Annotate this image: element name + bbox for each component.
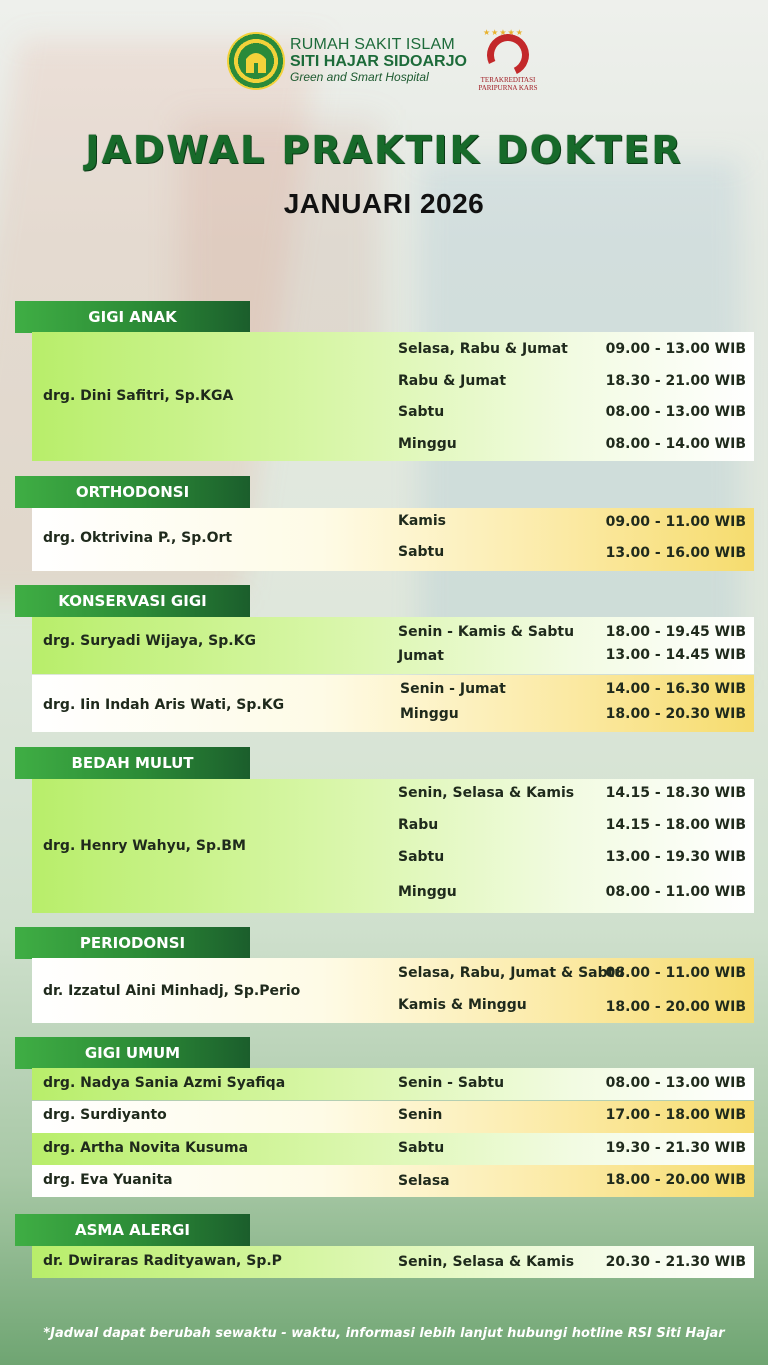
schedule-time: 18.00 - 19.45 WIB [605, 624, 746, 640]
hospital-name-block [290, 36, 467, 84]
section-header: BEDAH MULUT [15, 747, 250, 779]
schedule-time: 14.00 - 16.30 WIB [605, 681, 746, 697]
doctor-name: drg. Eva Yuanita [43, 1172, 173, 1188]
doctor-name: drg. Surdiyanto [43, 1107, 167, 1123]
schedule-days: Selasa [398, 1173, 450, 1189]
doctor-row [32, 1101, 754, 1133]
schedule-days: Sabtu [398, 1140, 445, 1156]
org-line1: RUMAH SAKIT ISLAM [290, 36, 455, 53]
section-header: GIGI UMUM [15, 1037, 250, 1069]
doctor-row [32, 1068, 754, 1100]
schedule-time: 14.15 - 18.30 WIB [605, 785, 746, 801]
schedule-days: Jumat [398, 648, 444, 664]
accreditation-logo [470, 28, 550, 92]
schedule-time: 13.00 - 19.30 WIB [605, 849, 746, 865]
doctor-card [32, 675, 754, 732]
schedule-time: 09.00 - 11.00 WIB [605, 514, 746, 530]
schedule-time: 18.30 - 21.00 WIB [605, 373, 746, 389]
header [0, 28, 768, 100]
hospital-logo [227, 32, 285, 90]
schedule-time: 08.00 - 14.00 WIB [605, 436, 746, 452]
doctor-row [32, 1246, 754, 1278]
schedule-days: Senin [398, 1107, 443, 1123]
schedule-time: 08.00 - 13.00 WIB [605, 1075, 746, 1091]
footer-note: *Jadwal dapat berubah sewaktu - waktu, informasi lebih lanjut hubungi hotline RSI Siti Hajar [43, 1326, 725, 1341]
doctor-name: drg. Dini Safitri, Sp.KGA [43, 388, 234, 404]
schedule-time: 18.00 - 20.00 WIB [605, 999, 746, 1015]
schedule-days: Kamis & Minggu [398, 997, 527, 1013]
doctor-name: drg. Henry Wahyu, Sp.BM [43, 838, 246, 854]
doctor-card [32, 508, 754, 571]
schedule-days: Selasa, Rabu & Jumat [398, 341, 568, 357]
schedule-days: Sabtu [398, 404, 445, 420]
schedule-days: Sabtu [398, 849, 445, 865]
page-subtitle: JANUARI 2026 [283, 188, 485, 219]
doctor-name: drg. Nadya Sania Azmi Syafiqa [43, 1075, 286, 1091]
schedule-days: Selasa, Rabu, Jumat & Sabtu [398, 965, 625, 981]
doctor-name: dr. Dwiraras Radityawan, Sp.P [43, 1253, 282, 1269]
schedule-days: Kamis [398, 513, 447, 529]
schedule-time: 08.00 - 13.00 WIB [605, 404, 746, 420]
doctor-card [32, 332, 754, 461]
section-header: KONSERVASI GIGI [15, 585, 250, 617]
doctor-card [32, 617, 754, 674]
schedule-time: 13.00 - 16.00 WIB [605, 545, 746, 561]
schedule-time: 20.30 - 21.30 WIB [605, 1254, 746, 1270]
schedule-days: Senin - Kamis & Sabtu [398, 624, 575, 640]
doctor-row [32, 1165, 754, 1197]
schedule-days: Senin, Selasa & Kamis [398, 1254, 575, 1270]
schedule-time: 19.30 - 21.30 WIB [605, 1140, 746, 1156]
doctor-name: drg. Iin Indah Aris Wati, Sp.KG [43, 697, 285, 713]
doctor-row [32, 1133, 754, 1165]
schedule-time: 09.00 - 13.00 WIB [605, 341, 746, 357]
section-header: ORTHODONSI [15, 476, 250, 508]
dome-icon [243, 47, 269, 75]
doctor-name: drg. Suryadi Wijaya, Sp.KG [43, 633, 256, 649]
page-title: JADWAL PRAKTIK DOKTER [85, 128, 683, 172]
schedule-time: 08.00 - 11.00 WIB [605, 884, 746, 900]
schedule-days: Minggu [398, 884, 457, 900]
doctor-name: drg. Oktrivina P., Sp.Ort [43, 530, 233, 546]
doctor-name: dr. Izzatul Aini Minhadj, Sp.Perio [43, 983, 301, 999]
schedule-time: 18.00 - 20.00 WIB [605, 1172, 746, 1188]
schedule-time: 08.00 - 11.00 WIB [605, 965, 746, 981]
org-tagline: Green and Smart Hospital [290, 70, 429, 84]
stars-icon: ★★★★★ [483, 28, 524, 37]
schedule-days: Senin - Sabtu [398, 1075, 505, 1091]
schedule-days: Minggu [400, 706, 459, 722]
org-line2: SITI HAJAR SIDOARJO [290, 53, 467, 70]
section-header: ASMA ALERGI [15, 1214, 250, 1246]
doctor-name: drg. Artha Novita Kusuma [43, 1140, 249, 1156]
schedule-time: 13.00 - 14.45 WIB [605, 647, 746, 663]
section-header: GIGI ANAK [15, 301, 250, 333]
schedule-days: Rabu [398, 817, 439, 833]
doctor-card [32, 779, 754, 913]
schedule-days: Sabtu [398, 544, 445, 560]
schedule-time: 14.15 - 18.00 WIB [605, 817, 746, 833]
schedule-time: 18.00 - 20.30 WIB [605, 706, 746, 722]
section-header: PERIODONSI [15, 927, 250, 959]
accreditation-label: TERAKREDITASI PARIPURNA KARS [478, 76, 538, 92]
schedule-days: Senin, Selasa & Kamis [398, 785, 575, 801]
doctor-card [32, 958, 754, 1023]
schedule-days: Minggu [398, 436, 457, 452]
schedule-time: 17.00 - 18.00 WIB [605, 1107, 746, 1123]
schedule-days: Senin - Jumat [400, 681, 506, 697]
schedule-days: Rabu & Jumat [398, 373, 507, 389]
